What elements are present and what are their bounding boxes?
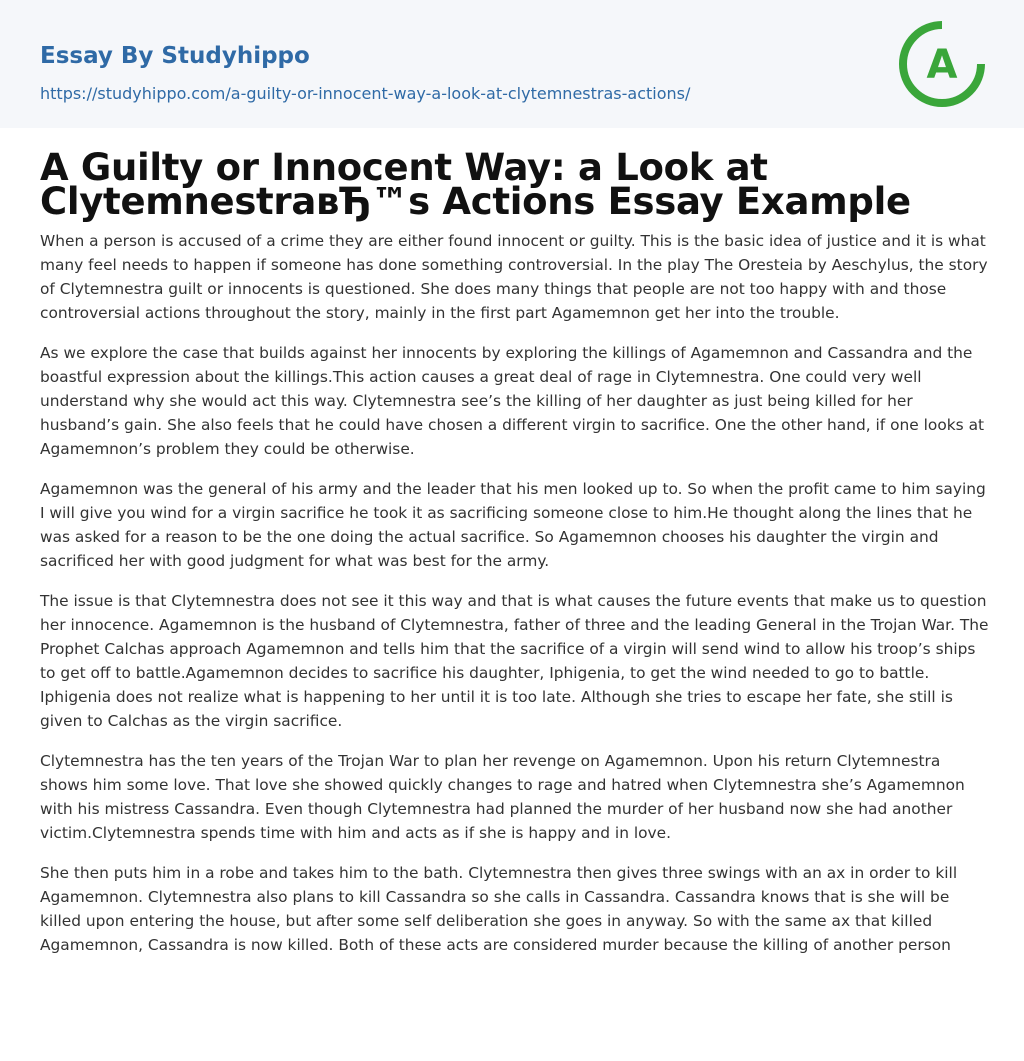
essay-paragraph: She then puts him in a robe and takes him to the bath. Clytemnestra then gives three swings with an ax in order to kill Agamemnon. Clytemnestra also plans to kill Cassandra so she calls in Cassandra. Cassandra knows that is she will be killed upon entering the house, but after some self deliberation she goes in anyway. So with the same ax that killed Agamemnon, Cassandra is now killed. Both of these acts are considered murder because the killing of another person [40,864,958,954]
essay-paragraph: The issue is that Clytemnestra does not see it this way and that is what causes the future events that make us to question her innocence. Agamemnon is the husband of Clytemnestra, father of three and the leading General in the Trojan War. The Prophet Calchas approach Agamemnon and tells him that the sacrifice of a virgin will send wind to allow his troop’s ships to get off to battle.Agamemnon decides to sacrifice his daughter, Iphigenia, to get the wind needed to go to battle. Iphigenia does not realize what is happening to her until it is too late. Although she tries to escape her fate, she still is given to Calchas as the virgin sacrifice. [40,592,989,730]
site-header [0,0,1024,128]
page-url-link[interactable]: https://studyhippo.com/a-guilty-or-innocent-way-a-look-at-clytemnestras-actions/ [40,84,691,103]
essay-paragraph: As we explore the case that builds against her innocents by exploring the killings of Agamemnon and Cassandra and the boastful expression about the killings.This action causes a great deal of rage in Clytemnestra. One could very well understand why she would act this way. Clytemnestra see’s the killing of her daughter as just being killed for her husband’s gain. She also feels that he could have chosen a different virgin to sacrifice. One the other hand, if one looks at Agamemnon’s problem they could be otherwise. [40,344,985,458]
essay-title: A Guilty or Innocent Way: a Look at ClytemnestraвЂ™s Actions Essay Example [40,146,911,223]
logo-letter: A [926,42,958,88]
studyhippo-logo-icon[interactable] [898,20,986,108]
essay-body [40,229,990,973]
essay-paragraph: Clytemnestra has the ten years of the Trojan War to plan her revenge on Agamemnon. Upon his return Clytemnestra shows him some love. That love she showed quickly changes to rage and hatred when Clytemnestra she’s Agamemnon with his mistress Cassandra. Even though Clytemnestra had planned the murder of her husband now she had another victim.Clytemnestra spends time with him and acts as if she is happy and in love. [40,752,965,842]
site-title[interactable]: Essay By Studyhippo [40,43,310,69]
essay-title-wrapper [40,146,990,223]
essay-paragraph: When a person is accused of a crime they are either found innocent or guilty. This is the basic idea of justice and it is what many feel needs to happen if someone has done something controversial. In the play The Oresteia by Aeschylus, the story of Clytemnestra guilt or innocents is questioned. She does many things that people are not too happy with and those controversial actions throughout the story, mainly in the first part Agamemnon get her into the trouble. [40,232,988,322]
essay-paragraph: Agamemnon was the general of his army and the leader that his men looked up to. So when the profit came to him saying I will give you wind for a virgin sacrifice he took it as sacrificing someone close to him.He thought along the lines that he was asked for a reason to be the one doing the actual sacrifice. So Agamemnon chooses his daughter the virgin and sacrificed her with good judgment for what was best for the army. [40,480,986,570]
